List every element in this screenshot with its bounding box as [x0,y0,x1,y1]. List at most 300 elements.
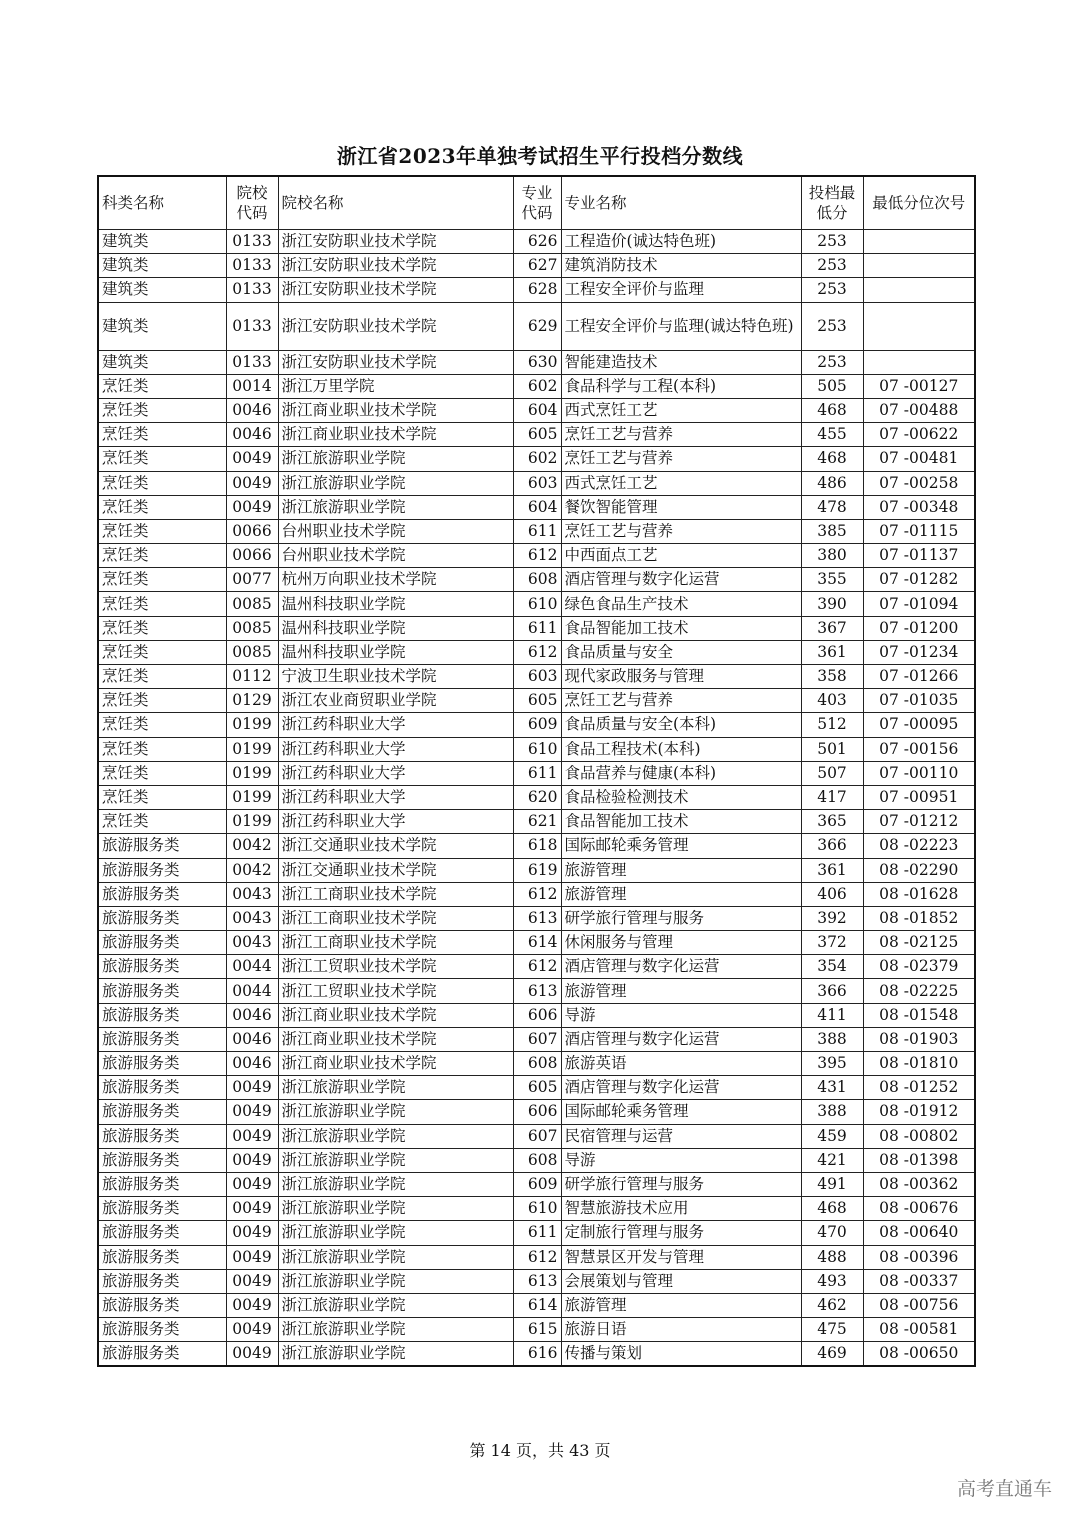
cell-school-name: 浙江药科职业大学 [278,785,513,809]
table-row [98,495,975,519]
cell-min-score: 512 [801,713,863,737]
cell-school-code: 0199 [226,713,278,737]
cell-min-rank: 08 -02290 [863,858,975,882]
cell-min-score: 366 [801,834,863,858]
table-row [98,230,975,254]
cell-min-score: 406 [801,882,863,906]
cell-min-score: 392 [801,906,863,930]
cell-min-rank: 08 -02379 [863,955,975,979]
cell-school-name: 浙江万里学院 [278,374,513,398]
cell-school-code: 0049 [226,1318,278,1342]
cell-major-name: 酒店管理与数字化运营 [561,955,801,979]
cell-major-code: 612 [513,544,561,568]
cell-min-rank: 07 -00258 [863,471,975,495]
cell-school-name: 浙江旅游职业学院 [278,471,513,495]
cell-school-code: 0199 [226,737,278,761]
cell-school-name: 浙江商业职业技术学院 [278,1027,513,1051]
cell-major-name: 导游 [561,1003,801,1027]
cell-school-code: 0049 [226,1197,278,1221]
cell-major-code: 604 [513,398,561,422]
cell-school-name: 浙江旅游职业学院 [278,1269,513,1293]
cell-min-score: 493 [801,1269,863,1293]
table-row [98,374,975,398]
cell-category: 烹饪类 [98,616,226,640]
cell-school-name: 浙江药科职业大学 [278,810,513,834]
cell-category: 烹饪类 [98,447,226,471]
table-row [98,1076,975,1100]
cell-school-code: 0049 [226,1100,278,1124]
cell-school-code: 0199 [226,761,278,785]
cell-school-name: 浙江药科职业大学 [278,713,513,737]
cell-min-score: 488 [801,1245,863,1269]
cell-school-code: 0046 [226,423,278,447]
table-body [98,230,975,1367]
score-table [97,175,976,1367]
cell-school-code: 0085 [226,640,278,664]
cell-category: 旅游服务类 [98,1052,226,1076]
table-row [98,398,975,422]
cell-major-name: 建筑消防技术 [561,254,801,278]
table-row [98,713,975,737]
cell-min-score: 253 [801,302,863,350]
cell-category: 旅游服务类 [98,1148,226,1172]
cell-min-score: 491 [801,1172,863,1196]
table-row [98,955,975,979]
cell-school-name: 浙江交通职业技术学院 [278,858,513,882]
cell-major-name: 定制旅行管理与服务 [561,1221,801,1245]
cell-min-rank: 08 -01912 [863,1100,975,1124]
cell-school-name: 浙江旅游职业学院 [278,1172,513,1196]
cell-min-rank: 08 -01852 [863,906,975,930]
cell-category: 旅游服务类 [98,1318,226,1342]
cell-major-code: 627 [513,254,561,278]
cell-school-name: 浙江药科职业大学 [278,761,513,785]
cell-school-code: 0014 [226,374,278,398]
cell-school-code: 0133 [226,350,278,374]
cell-school-name: 浙江工贸职业技术学院 [278,979,513,1003]
cell-min-rank: 08 -01628 [863,882,975,906]
cell-major-name: 食品营养与健康(本科) [561,761,801,785]
cell-school-code: 0042 [226,858,278,882]
cell-min-rank: 08 -01810 [863,1052,975,1076]
cell-school-code: 0046 [226,1027,278,1051]
cell-min-score: 431 [801,1076,863,1100]
table-row [98,858,975,882]
cell-category: 烹饪类 [98,544,226,568]
cell-category: 建筑类 [98,278,226,302]
header-major-name: 专业名称 [561,176,801,230]
cell-major-name: 休闲服务与管理 [561,931,801,955]
cell-school-name: 台州职业技术学院 [278,544,513,568]
cell-school-name: 台州职业技术学院 [278,519,513,543]
cell-major-code: 612 [513,640,561,664]
cell-min-rank: 07 -00348 [863,495,975,519]
cell-min-score: 395 [801,1052,863,1076]
cell-min-rank [863,254,975,278]
cell-min-score: 468 [801,447,863,471]
cell-min-score: 459 [801,1124,863,1148]
cell-school-code: 0049 [226,471,278,495]
cell-major-code: 615 [513,1318,561,1342]
table-row [98,665,975,689]
table-row [98,254,975,278]
table-row [98,737,975,761]
cell-school-code: 0066 [226,519,278,543]
cell-min-rank: 08 -00756 [863,1293,975,1317]
cell-min-score: 354 [801,955,863,979]
cell-min-rank: 07 -01282 [863,568,975,592]
cell-school-name: 浙江商业职业技术学院 [278,1003,513,1027]
cell-major-name: 现代家政服务与管理 [561,665,801,689]
cell-category: 旅游服务类 [98,1124,226,1148]
cell-major-code: 611 [513,1221,561,1245]
header-category: 科类名称 [98,176,226,230]
cell-min-rank: 08 -02125 [863,931,975,955]
cell-major-code: 610 [513,1197,561,1221]
cell-category: 旅游服务类 [98,1245,226,1269]
cell-school-code: 0066 [226,544,278,568]
table-row [98,1052,975,1076]
cell-major-name: 导游 [561,1148,801,1172]
table-row [98,1197,975,1221]
cell-min-rank: 08 -01903 [863,1027,975,1051]
cell-major-name: 烹饪工艺与营养 [561,519,801,543]
table-row [98,906,975,930]
cell-category: 建筑类 [98,230,226,254]
cell-min-rank: 07 -01115 [863,519,975,543]
cell-category: 旅游服务类 [98,1342,226,1367]
cell-category: 烹饪类 [98,495,226,519]
cell-min-rank [863,302,975,350]
cell-major-code: 616 [513,1342,561,1367]
cell-school-code: 0112 [226,665,278,689]
cell-min-score: 417 [801,785,863,809]
cell-category: 旅游服务类 [98,1269,226,1293]
cell-major-name: 会展策划与管理 [561,1269,801,1293]
cell-school-name: 浙江工商职业技术学院 [278,906,513,930]
cell-min-rank: 07 -00095 [863,713,975,737]
cell-school-name: 宁波卫生职业技术学院 [278,665,513,689]
cell-school-name: 温州科技职业学院 [278,616,513,640]
cell-min-rank: 08 -00802 [863,1124,975,1148]
cell-major-name: 西式烹饪工艺 [561,471,801,495]
cell-major-code: 608 [513,568,561,592]
cell-min-score: 361 [801,858,863,882]
cell-school-code: 0199 [226,785,278,809]
cell-school-code: 0046 [226,398,278,422]
cell-major-name: 绿色食品生产技术 [561,592,801,616]
cell-category: 烹饪类 [98,568,226,592]
cell-category: 烹饪类 [98,519,226,543]
table-header-row [98,176,975,230]
cell-major-name: 旅游管理 [561,979,801,1003]
cell-min-score: 388 [801,1027,863,1051]
table-row [98,350,975,374]
cell-school-code: 0077 [226,568,278,592]
cell-major-code: 609 [513,1172,561,1196]
cell-min-score: 501 [801,737,863,761]
cell-major-code: 605 [513,1076,561,1100]
cell-min-rank: 08 -00640 [863,1221,975,1245]
cell-major-code: 626 [513,230,561,254]
table-row [98,1245,975,1269]
cell-major-code: 603 [513,665,561,689]
cell-school-name: 浙江旅游职业学院 [278,447,513,471]
cell-category: 烹饪类 [98,689,226,713]
cell-school-code: 0043 [226,882,278,906]
cell-major-name: 智慧景区开发与管理 [561,1245,801,1269]
cell-min-score: 411 [801,1003,863,1027]
cell-min-rank: 07 -00488 [863,398,975,422]
cell-major-name: 旅游英语 [561,1052,801,1076]
cell-school-name: 浙江旅游职业学院 [278,495,513,519]
cell-major-code: 606 [513,1100,561,1124]
cell-category: 烹饪类 [98,471,226,495]
cell-min-rank: 08 -00676 [863,1197,975,1221]
cell-major-name: 工程安全评价与监理(诚达特色班) [561,302,801,350]
cell-major-code: 628 [513,278,561,302]
cell-school-name: 浙江药科职业大学 [278,737,513,761]
cell-min-score: 468 [801,398,863,422]
cell-school-code: 0133 [226,254,278,278]
cell-school-name: 浙江商业职业技术学院 [278,1052,513,1076]
cell-major-name: 工程造价(诚达特色班) [561,230,801,254]
cell-major-name: 传播与策划 [561,1342,801,1367]
cell-min-score: 253 [801,254,863,278]
cell-category: 旅游服务类 [98,1100,226,1124]
cell-category: 建筑类 [98,302,226,350]
cell-min-rank: 07 -00951 [863,785,975,809]
cell-min-rank: 08 -01398 [863,1148,975,1172]
cell-school-code: 0133 [226,278,278,302]
cell-major-name: 食品智能加工技术 [561,810,801,834]
cell-major-code: 611 [513,616,561,640]
cell-category: 旅游服务类 [98,1197,226,1221]
cell-category: 烹饪类 [98,592,226,616]
cell-school-name: 浙江安防职业技术学院 [278,302,513,350]
cell-school-code: 0049 [226,1269,278,1293]
cell-min-rank: 07 -00127 [863,374,975,398]
cell-category: 旅游服务类 [98,1293,226,1317]
cell-min-score: 390 [801,592,863,616]
cell-school-name: 浙江安防职业技术学院 [278,254,513,278]
cell-min-score: 380 [801,544,863,568]
table-row [98,447,975,471]
cell-category: 旅游服务类 [98,931,226,955]
cell-school-code: 0133 [226,230,278,254]
table-row [98,1148,975,1172]
cell-category: 旅游服务类 [98,1003,226,1027]
cell-school-name: 浙江商业职业技术学院 [278,398,513,422]
cell-school-code: 0049 [226,1342,278,1367]
cell-min-rank [863,350,975,374]
cell-category: 烹饪类 [98,810,226,834]
cell-major-code: 613 [513,1269,561,1293]
cell-major-code: 602 [513,374,561,398]
cell-major-code: 613 [513,979,561,1003]
table-row [98,1269,975,1293]
cell-min-score: 403 [801,689,863,713]
cell-min-score: 366 [801,979,863,1003]
cell-category: 烹饪类 [98,737,226,761]
cell-min-score: 507 [801,761,863,785]
cell-major-code: 610 [513,592,561,616]
cell-school-code: 0049 [226,1148,278,1172]
cell-major-code: 614 [513,1293,561,1317]
cell-major-name: 民宿管理与运营 [561,1124,801,1148]
cell-min-rank: 07 -01266 [863,665,975,689]
cell-school-name: 浙江工商职业技术学院 [278,931,513,955]
cell-major-name: 中西面点工艺 [561,544,801,568]
table-row [98,689,975,713]
table-row [98,640,975,664]
cell-school-name: 浙江工贸职业技术学院 [278,955,513,979]
cell-min-score: 361 [801,640,863,664]
cell-major-code: 602 [513,447,561,471]
cell-category: 旅游服务类 [98,979,226,1003]
cell-school-code: 0085 [226,616,278,640]
cell-min-score: 253 [801,350,863,374]
cell-major-name: 酒店管理与数字化运营 [561,568,801,592]
cell-category: 旅游服务类 [98,882,226,906]
cell-min-score: 478 [801,495,863,519]
cell-min-score: 421 [801,1148,863,1172]
cell-min-rank: 07 -01137 [863,544,975,568]
cell-major-code: 619 [513,858,561,882]
cell-major-name: 工程安全评价与监理 [561,278,801,302]
cell-major-name: 烹饪工艺与营养 [561,689,801,713]
cell-category: 烹饪类 [98,665,226,689]
cell-min-score: 462 [801,1293,863,1317]
cell-school-code: 0085 [226,592,278,616]
document-title: 浙江省2023年单独考试招生平行投档分数线 [336,144,744,168]
cell-min-score: 367 [801,616,863,640]
table-row [98,810,975,834]
header-major-code: 专业代码 [513,176,561,230]
cell-min-rank: 08 -01548 [863,1003,975,1027]
cell-major-name: 旅游管理 [561,882,801,906]
table-row [98,519,975,543]
cell-school-name: 浙江安防职业技术学院 [278,350,513,374]
cell-major-code: 618 [513,834,561,858]
table-row [98,882,975,906]
table-row [98,423,975,447]
cell-school-code: 0046 [226,1003,278,1027]
cell-school-code: 0049 [226,1293,278,1317]
cell-category: 旅游服务类 [98,1221,226,1245]
cell-major-name: 西式烹饪工艺 [561,398,801,422]
cell-school-code: 0049 [226,447,278,471]
table-row [98,1124,975,1148]
cell-major-name: 旅游日语 [561,1318,801,1342]
cell-min-score: 388 [801,1100,863,1124]
cell-school-name: 浙江旅游职业学院 [278,1342,513,1367]
cell-major-code: 612 [513,1245,561,1269]
cell-major-code: 630 [513,350,561,374]
cell-school-code: 0049 [226,1245,278,1269]
page-number: 第 14 页，共 43 页 [469,1441,611,1460]
cell-school-code: 0049 [226,1124,278,1148]
cell-school-name: 浙江旅游职业学院 [278,1293,513,1317]
cell-category: 旅游服务类 [98,858,226,882]
cell-school-code: 0042 [226,834,278,858]
cell-category: 烹饪类 [98,374,226,398]
cell-min-score: 253 [801,278,863,302]
table-row [98,1221,975,1245]
cell-major-code: 611 [513,761,561,785]
cell-major-name: 食品智能加工技术 [561,616,801,640]
cell-min-score: 468 [801,1197,863,1221]
table-row [98,931,975,955]
cell-min-score: 470 [801,1221,863,1245]
cell-school-code: 0049 [226,1172,278,1196]
cell-major-code: 612 [513,955,561,979]
cell-major-code: 609 [513,713,561,737]
cell-major-name: 国际邮轮乘务管理 [561,834,801,858]
cell-major-code: 621 [513,810,561,834]
cell-major-code: 629 [513,302,561,350]
cell-school-code: 0046 [226,1052,278,1076]
header-min-score: 投档最低分 [801,176,863,230]
cell-school-name: 杭州万向职业技术学院 [278,568,513,592]
cell-min-score: 385 [801,519,863,543]
cell-category: 烹饪类 [98,785,226,809]
cell-school-code: 0129 [226,689,278,713]
table-row [98,761,975,785]
cell-major-code: 603 [513,471,561,495]
cell-min-rank: 08 -00396 [863,1245,975,1269]
cell-school-code: 0199 [226,810,278,834]
cell-school-code: 0043 [226,906,278,930]
table-row [98,1003,975,1027]
cell-category: 烹饪类 [98,398,226,422]
cell-category: 旅游服务类 [98,1076,226,1100]
cell-min-rank: 07 -00110 [863,761,975,785]
table-row [98,979,975,1003]
table-row [98,616,975,640]
cell-min-score: 355 [801,568,863,592]
cell-major-code: 610 [513,737,561,761]
cell-major-code: 605 [513,423,561,447]
cell-min-rank: 07 -01234 [863,640,975,664]
table-row [98,544,975,568]
cell-school-name: 浙江旅游职业学院 [278,1245,513,1269]
cell-school-name: 浙江旅游职业学院 [278,1221,513,1245]
cell-category: 旅游服务类 [98,1172,226,1196]
cell-school-name: 浙江旅游职业学院 [278,1318,513,1342]
cell-category: 烹饪类 [98,640,226,664]
table-row [98,834,975,858]
cell-major-code: 606 [513,1003,561,1027]
cell-category: 旅游服务类 [98,1027,226,1051]
cell-major-name: 食品工程技术(本科) [561,737,801,761]
table-row [98,1100,975,1124]
table-row [98,1342,975,1367]
watermark: 高考直通车 [956,1478,1052,1500]
cell-school-name: 浙江旅游职业学院 [278,1148,513,1172]
cell-min-score: 455 [801,423,863,447]
cell-min-rank: 08 -01252 [863,1076,975,1100]
cell-major-code: 612 [513,882,561,906]
cell-min-score: 469 [801,1342,863,1367]
header-school-name: 院校名称 [278,176,513,230]
table-row [98,1293,975,1317]
cell-category: 旅游服务类 [98,906,226,930]
cell-school-name: 浙江旅游职业学院 [278,1076,513,1100]
cell-major-code: 607 [513,1124,561,1148]
cell-min-rank: 08 -00337 [863,1269,975,1293]
cell-major-name: 食品检验检测技术 [561,785,801,809]
